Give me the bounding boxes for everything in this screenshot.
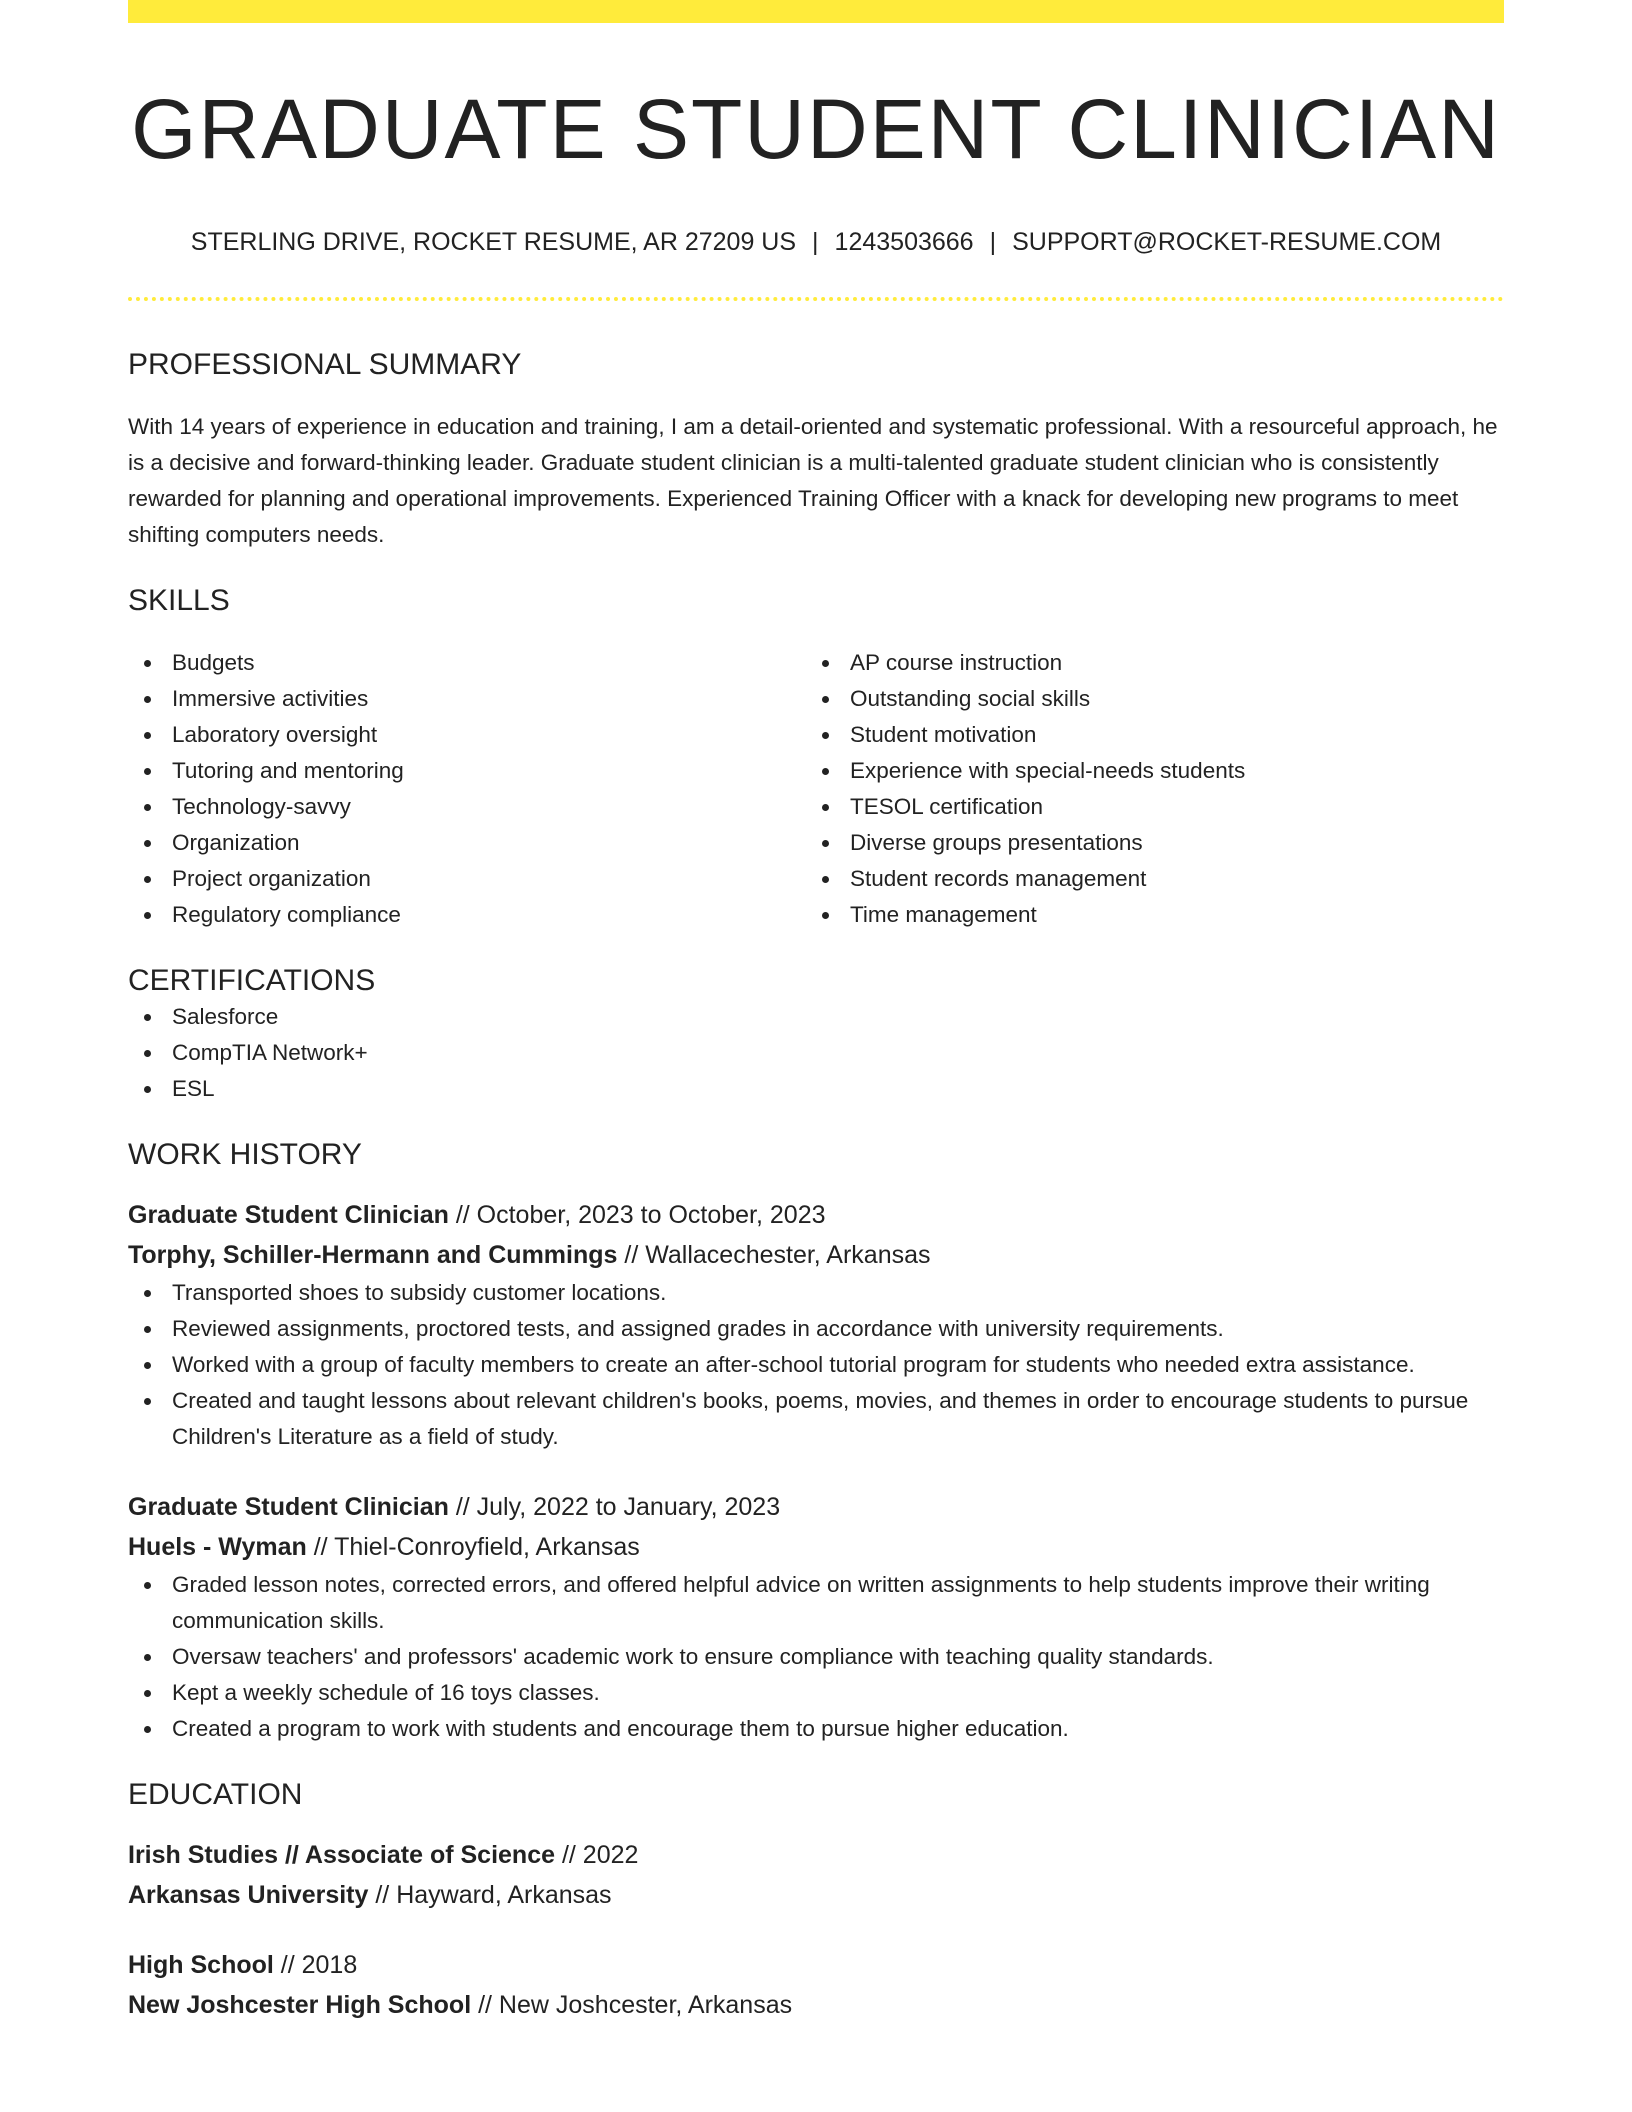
skill-item: Technology-savvy [128, 789, 806, 825]
job-duty: Worked with a group of faculty members to create an after-school tutorial program for students who needed extra assistance. [128, 1347, 1504, 1383]
certifications-list [128, 999, 1504, 1107]
summary-heading: PROFESSIONAL SUMMARY [128, 348, 522, 381]
job-role: Graduate Student Clinician [128, 1493, 449, 1521]
job-duty: Transported shoes to subsidy customer locations. [128, 1275, 1504, 1311]
skill-item: Diverse groups presentations [806, 825, 1484, 861]
education-entry [128, 1835, 1504, 1915]
accent-top-bar [128, 0, 1504, 23]
education-school: Arkansas University [128, 1881, 369, 1909]
education-school: New Joshcester High School [128, 1991, 472, 2019]
job-company-line [128, 1527, 1504, 1567]
skill-item: Immersive activities [128, 681, 806, 717]
skill-item: Student motivation [806, 717, 1484, 753]
job-duty: Graded lesson notes, corrected errors, and offered helpful advice on written assignments to help students improve their writing communication skills. [128, 1567, 1504, 1639]
contact-phone[interactable]: 1243503666 [834, 228, 974, 256]
skill-item: TESOL certification [806, 789, 1484, 825]
job-entry [128, 1487, 1504, 1747]
work-history-heading: WORK HISTORY [128, 1138, 362, 1171]
education-degree-line [128, 1835, 1504, 1875]
job-duty: Created and taught lessons about relevant children's books, poems, movies, and themes in order to encourage students to pursue Children's Literature as a field of study. [128, 1383, 1504, 1455]
skill-item: Regulatory compliance [128, 897, 806, 933]
job-entry [128, 1195, 1504, 1455]
contact-line [128, 227, 1504, 257]
job-duty: Created a program to work with students and encourage them to pursue higher education. [128, 1711, 1504, 1747]
education-location: // New Joshcester, Arkansas [471, 1991, 793, 2019]
skill-item: Experience with special-needs students [806, 753, 1484, 789]
skill-item: Time management [806, 897, 1484, 933]
job-company-line [128, 1235, 1504, 1275]
job-duty: Reviewed assignments, proctored tests, and assigned grades in accordance with university requirements. [128, 1311, 1504, 1347]
skills-column-right [806, 645, 1484, 933]
job-location: // Thiel-Conroyfield, Arkansas [306, 1533, 640, 1561]
job-company: Huels - Wyman [128, 1533, 307, 1561]
education-school-line [128, 1985, 1504, 2025]
resume-page [128, 0, 1504, 2025]
education-year: // 2018 [273, 1951, 358, 1979]
education-entry [128, 1945, 1504, 2025]
education-year: // 2022 [555, 1841, 639, 1869]
education-degree: Irish Studies // Associate of Science [128, 1841, 556, 1869]
job-dates: // October, 2023 to October, 2023 [448, 1201, 826, 1229]
skill-item: Project organization [128, 861, 806, 897]
skill-item: Organization [128, 825, 806, 861]
certification-item: CompTIA Network+ [128, 1035, 1504, 1071]
contact-separator: | [989, 228, 997, 256]
skills-list-left [128, 645, 806, 933]
skills-column-left [128, 645, 806, 933]
certifications-heading: CERTIFICATIONS [128, 964, 376, 997]
skill-item: Tutoring and mentoring [128, 753, 806, 789]
skill-item: Student records management [806, 861, 1484, 897]
job-role: Graduate Student Clinician [128, 1201, 449, 1229]
skill-item: Budgets [128, 645, 806, 681]
education-degree-line [128, 1945, 1504, 1985]
education-heading: EDUCATION [128, 1778, 303, 1811]
certification-item: Salesforce [128, 999, 1504, 1035]
job-location: // Wallacechester, Arkansas [617, 1241, 931, 1269]
job-duty: Oversaw teachers' and professors' academic work to ensure compliance with teaching quality standards. [128, 1639, 1504, 1675]
job-duties-list [128, 1275, 1504, 1455]
skills-list-right [806, 645, 1484, 933]
job-title-line [128, 1487, 1504, 1527]
skill-item: AP course instruction [806, 645, 1484, 681]
education-degree: High School [128, 1951, 274, 1979]
job-duty: Kept a weekly schedule of 16 toys classes. [128, 1675, 1504, 1711]
skill-item: Laboratory oversight [128, 717, 806, 753]
education-school-line [128, 1875, 1504, 1915]
header-divider [128, 297, 1504, 301]
candidate-name: GRADUATE STUDENT CLINICIAN [131, 82, 1501, 176]
contact-address: STERLING DRIVE, ROCKET RESUME, AR 27209 US [190, 228, 797, 256]
summary-text: With 14 years of experience in education and training, I am a detail-oriented and systematic professional. With a resourceful approach, he is a decisive and forward-thinking leader. Graduate student clinician is a multi-talented graduate student clinician who is consistently rewarded for planning and operational improvements. Experienced Training Officer with a knack for developing new programs to meet shifting computers needs. [128, 414, 1498, 547]
certification-item: ESL [128, 1071, 1504, 1107]
job-dates: // July, 2022 to January, 2023 [448, 1493, 781, 1521]
skills-grid [128, 645, 1504, 933]
skills-heading: SKILLS [128, 584, 230, 617]
skill-item: Outstanding social skills [806, 681, 1484, 717]
contact-separator: | [812, 228, 819, 256]
education-location: // Hayward, Arkansas [368, 1881, 612, 1909]
job-company: Torphy, Schiller-Hermann and Cummings [128, 1241, 618, 1269]
job-title-line [128, 1195, 1504, 1235]
contact-email[interactable]: SUPPORT@ROCKET-RESUME.COM [1012, 228, 1442, 256]
job-duties-list [128, 1567, 1504, 1747]
